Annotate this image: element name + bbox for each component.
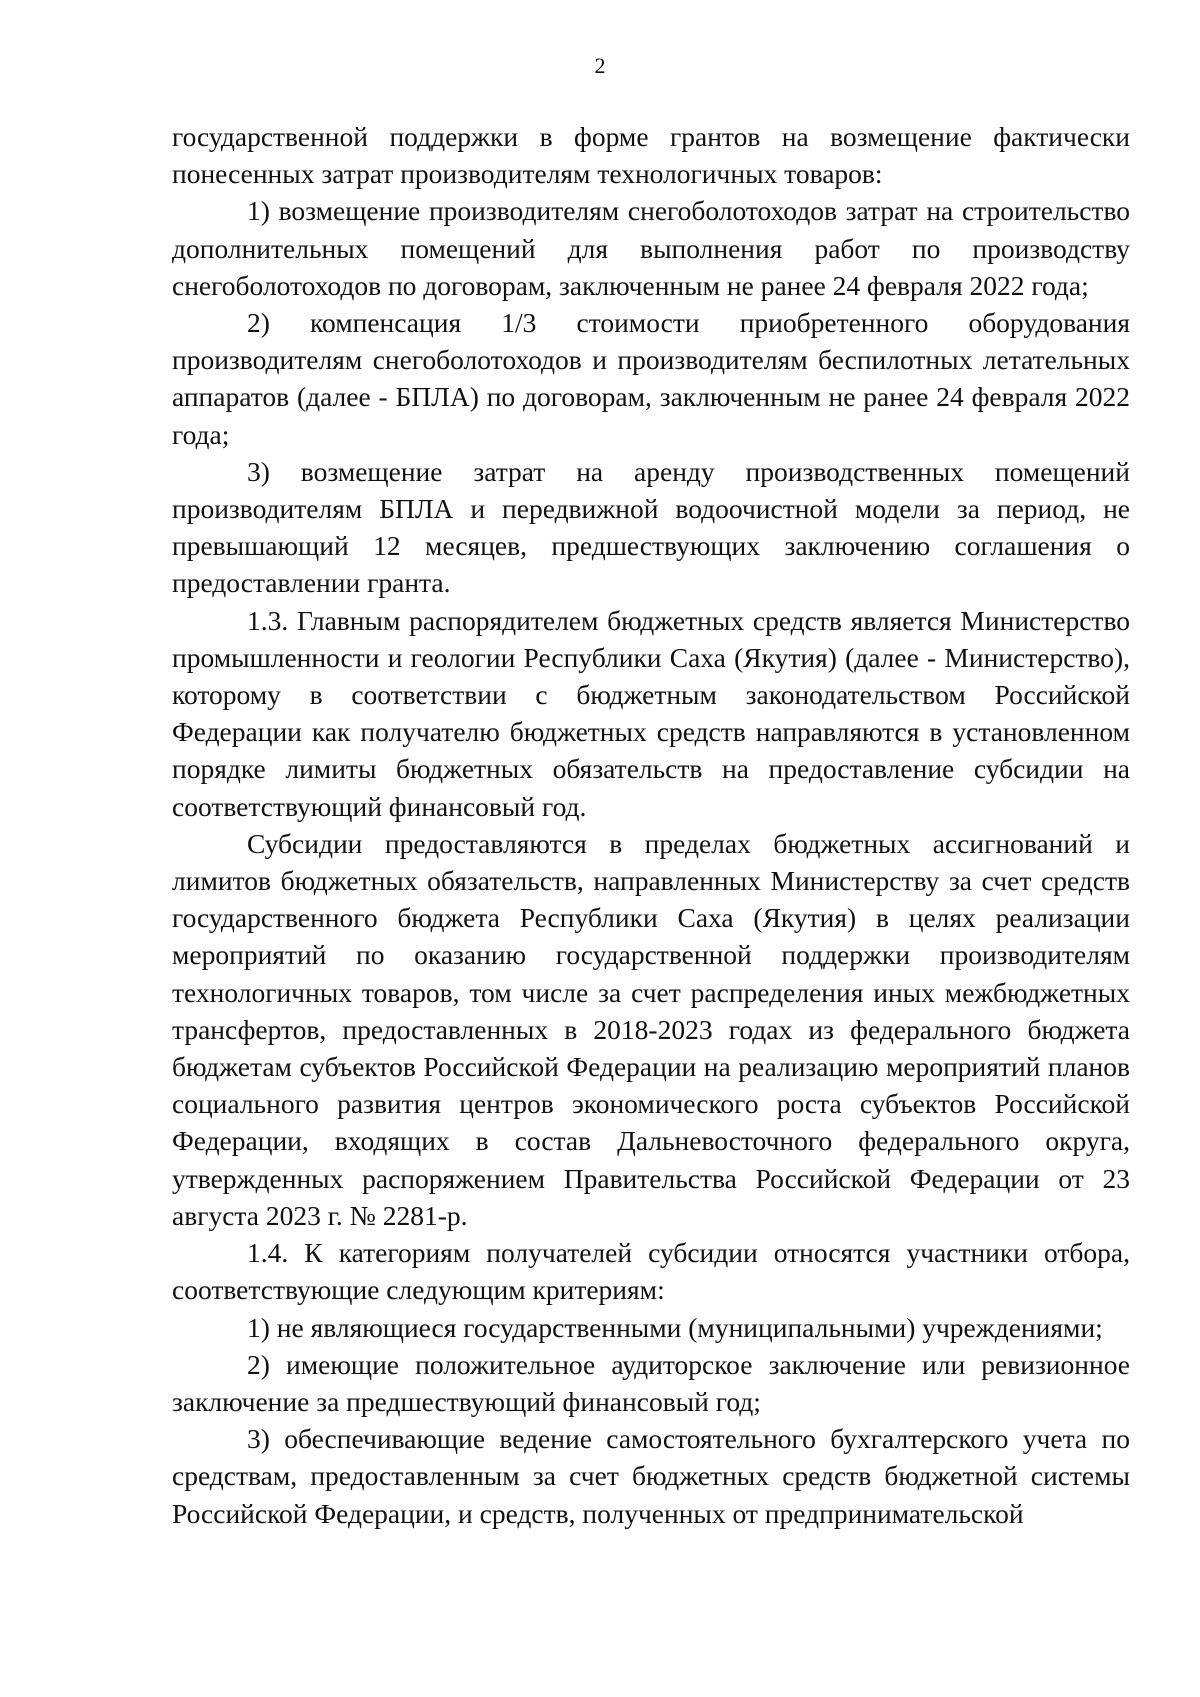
paragraph-criterion-3: 3) обеспечивающие ведение самостоятельного бухгалтерского учета по средствам, предоставленным за счет бюджетных средств бюджетной системы Российской Федерации, и средств, полученных от предпринимательской: [172, 1423, 1130, 1529]
paragraph-item-2: 2) компенсация 1/3 стоимости приобретенного оборудования производителям снегоболотоходов и производителям беспилотных летательных аппаратов (далее - БПЛА) по договорам, заключенным не ранее 24 февраля 2022 года;: [172, 307, 1130, 450]
paragraph-section-1-3: 1.3. Главным распорядителем бюджетных средств является Министерство промышленности и геологии Республики Саха (Якутия) (далее - Министерство), которому в соответствии с бюджетным законодательством Российской Федерации как получателю бюджетных средств направляются в установленном порядке лимиты бюджетных обязательств на предоставление субсидии на соответствующий финансовый год.: [172, 604, 1130, 822]
paragraph-item-3: 3) возмещение затрат на аренду производственных помещений производителям БПЛА и передвижной водоочистной модели за период, не превышающий 12 месяцев, предшествующих заключению соглашения о предоставлении гранта.: [172, 455, 1130, 599]
paragraph-intro: государственной поддержки в форме грантов на возмещение фактически понесенных затрат производителям технологичных товаров:: [172, 121, 1130, 190]
paragraph-subsidies: Субсидии предоставляются в пределах бюджетных ассигнований и лимитов бюджетных обязательств, направленных Министерству за счет средств государственного бюджета Республики Саха (Якутия) в целях реализации мероприятий по оказанию государственной поддержки производителям технологичных товаров, том числе за счет распределения иных межбюджетных трансфертов, предоставленных в 2018-2023 годах из федерального бюджета бюджетам субъектов Российской Федерации на реализацию мероприятий планов социального развития центров экономического роста субъектов Российской Федерации, входящих в состав Дальневосточного федерального округа, утвержденных распоряжением Правительства Российской Федерации от 23 августа 2023 г. № 2281-р.: [172, 827, 1130, 1231]
document-body: [172, 118, 1130, 1532]
paragraph-section-1-4: 1.4. К категориям получателей субсидии относятся участники отбора, соответствующие следующим критериям:: [172, 1237, 1130, 1306]
paragraph-criterion-2: 2) имеющие положительное аудиторское заключение или ревизионное заключение за предшествующий финансовый год;: [172, 1348, 1130, 1417]
paragraph-criterion-1: 1) не являющиеся государственными (муниципальными) учреждениями;: [247, 1311, 1103, 1343]
paragraph-item-1: 1) возмещение производителям снегоболотоходов затрат на строительство дополнительных помещений для выполнения работ по производству снегоболотоходов по договорам, заключенным не ранее 24 февраля 2022 года;: [172, 195, 1130, 301]
page-number: 2: [594, 53, 606, 78]
